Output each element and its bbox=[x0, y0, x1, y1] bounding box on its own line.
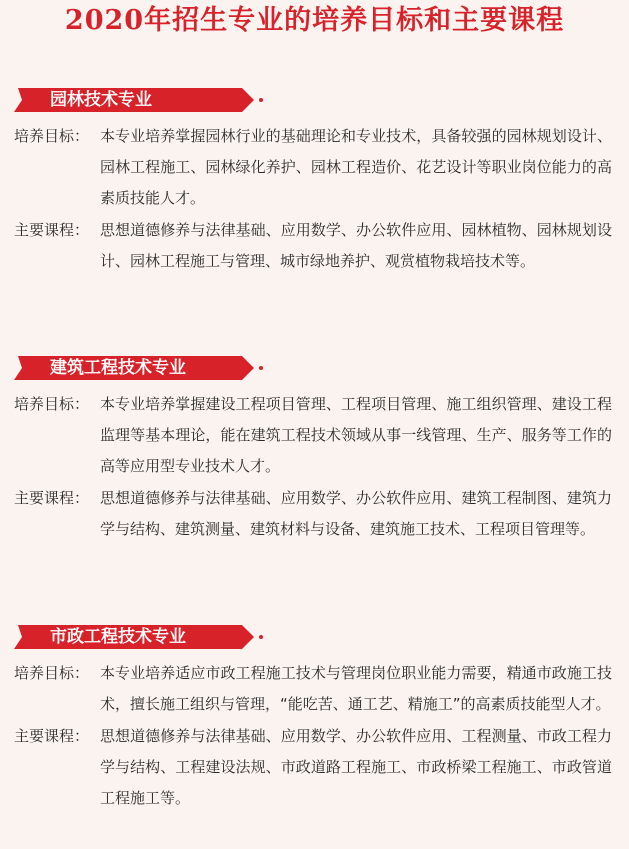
goal-text: 本专业培养适应市政工程施工技术与管理岗位职业能力需要，精通市政施工技术，擅长施工组织与管理，“能吃苦、通工艺、精施工”的高素质技能型人才。 bbox=[100, 664, 612, 713]
major-section-landscape bbox=[0, 88, 629, 277]
goal-label: 培养目标： bbox=[14, 127, 90, 145]
courses-row bbox=[0, 721, 629, 814]
banner-dot-icon bbox=[259, 635, 263, 639]
goal-label: 培养目标： bbox=[14, 395, 90, 413]
courses-text: 思想道德修养与法律基础、应用数学、办公软件应用、园林植物、园林规划设计、园林工程施工与管理、城市绿地养护、观赏植物栽培技术等。 bbox=[100, 221, 612, 270]
courses-row bbox=[0, 215, 629, 277]
page-title: 2020年招生专业的培养目标和主要课程 bbox=[64, 5, 565, 36]
goal-label: 培养目标： bbox=[14, 664, 90, 682]
goal-row bbox=[0, 389, 629, 482]
courses-row bbox=[0, 483, 629, 545]
courses-text: 思想道德修养与法律基础、应用数学、办公软件应用、工程测量、市政工程力学与结构、工程建设法规、市政道路工程施工、市政桥梁工程施工、市政管道工程施工等。 bbox=[100, 727, 612, 807]
major-name: 园林技术专业 bbox=[50, 90, 152, 110]
major-section-construction bbox=[0, 356, 629, 545]
goal-text: 本专业培养掌握园林行业的基础理论和专业技术，具备较强的园林规划设计、园林工程施工、园林绿化养护、园林工程造价、花艺设计等职业岗位能力的高素质技能人才。 bbox=[100, 127, 612, 207]
major-section-municipal bbox=[0, 625, 629, 814]
banner-dot-icon bbox=[259, 98, 263, 102]
goal-row bbox=[0, 121, 629, 214]
major-banner bbox=[14, 356, 264, 380]
courses-text: 思想道德修养与法律基础、应用数学、办公软件应用、建筑工程制图、建筑力学与结构、建筑测量、建筑材料与设备、建筑施工技术、工程项目管理等。 bbox=[100, 489, 612, 538]
banner-dot-icon bbox=[259, 366, 263, 370]
major-name: 建筑工程技术专业 bbox=[50, 358, 186, 378]
goal-text: 本专业培养掌握建设工程项目管理、工程项目管理、施工组织管理、建设工程监理等基本理论，能在建筑工程技术领域从事一线管理、生产、服务等工作的高等应用型专业技术人才。 bbox=[100, 395, 612, 475]
goal-row bbox=[0, 658, 629, 720]
major-banner bbox=[14, 88, 264, 112]
courses-label: 主要课程： bbox=[14, 727, 90, 745]
courses-label: 主要课程： bbox=[14, 221, 90, 239]
major-banner bbox=[14, 625, 264, 649]
major-name: 市政工程技术专业 bbox=[50, 627, 186, 647]
courses-label: 主要课程： bbox=[14, 489, 90, 507]
